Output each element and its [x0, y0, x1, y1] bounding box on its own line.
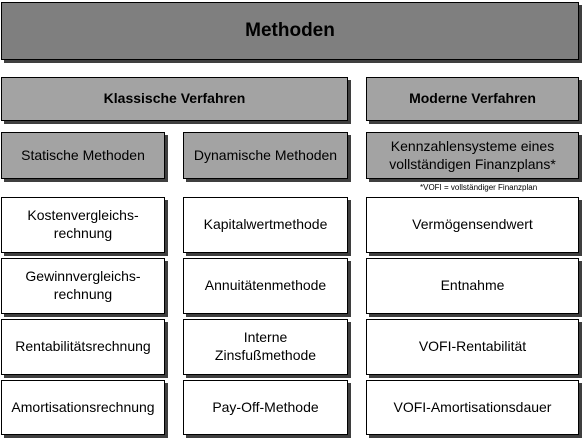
- vofi-systems-box: [366, 132, 579, 179]
- static-method-item: [1, 197, 165, 253]
- dynamic-method-item: [183, 380, 348, 435]
- dynamic-method-item: [183, 319, 348, 375]
- vofi-method-item: [366, 380, 579, 435]
- vofi-method-item-label: VOFI-Amortisationsdauer: [393, 398, 552, 415]
- modern-methods-label: Moderne Verfahren: [409, 90, 536, 107]
- vofi-method-item-label: Entnahme: [440, 277, 505, 294]
- static-method-item: [1, 319, 165, 375]
- classic-methods-header: [1, 77, 348, 121]
- dynamic-method-item-label: Pay-Off-Methode: [212, 398, 319, 415]
- dynamic-method-item-label: Kapitalwertmethode: [203, 216, 328, 233]
- static-method-item-label: Gewinnvergleichs- rechnung: [25, 268, 141, 302]
- static-method-item: [1, 258, 165, 314]
- vofi-method-item: [366, 197, 579, 253]
- classic-methods-label: Klassische Verfahren: [103, 90, 246, 107]
- vofi-systems-label: Kennzahlensysteme eines vollständigen Finanzplans*: [389, 137, 556, 172]
- static-methods-box: [1, 132, 165, 179]
- static-method-item-label: Kostenvergleichs- rechnung: [27, 207, 139, 241]
- dynamic-method-item: [183, 197, 348, 253]
- methods-title-box: [1, 2, 579, 60]
- static-methods-label: Statische Methoden: [21, 146, 145, 163]
- methods-title: Methoden: [245, 19, 335, 41]
- vofi-method-item: [366, 319, 579, 375]
- dynamic-method-item: [183, 258, 348, 314]
- vofi-method-item: [366, 258, 579, 314]
- dynamic-method-item-label: Interne Zinsfußmethode: [214, 329, 317, 363]
- modern-methods-header: [366, 77, 579, 121]
- vofi-method-item-label: VOFI-Rentabilität: [418, 338, 527, 355]
- dynamic-methods-label: Dynamische Methoden: [193, 146, 338, 163]
- static-method-item-label: Amortisationsrechnung: [11, 398, 155, 415]
- vofi-method-item-label: Vermögensendwert: [412, 216, 533, 233]
- dynamic-methods-box: [183, 132, 348, 179]
- static-method-item-label: Rentabilitätsrechnung: [15, 338, 151, 355]
- vofi-footnote: *VOFI = vollständiger Finanzplan: [420, 183, 538, 192]
- static-method-item: [1, 380, 165, 435]
- dynamic-method-item-label: Annuitätenmethode: [204, 277, 327, 294]
